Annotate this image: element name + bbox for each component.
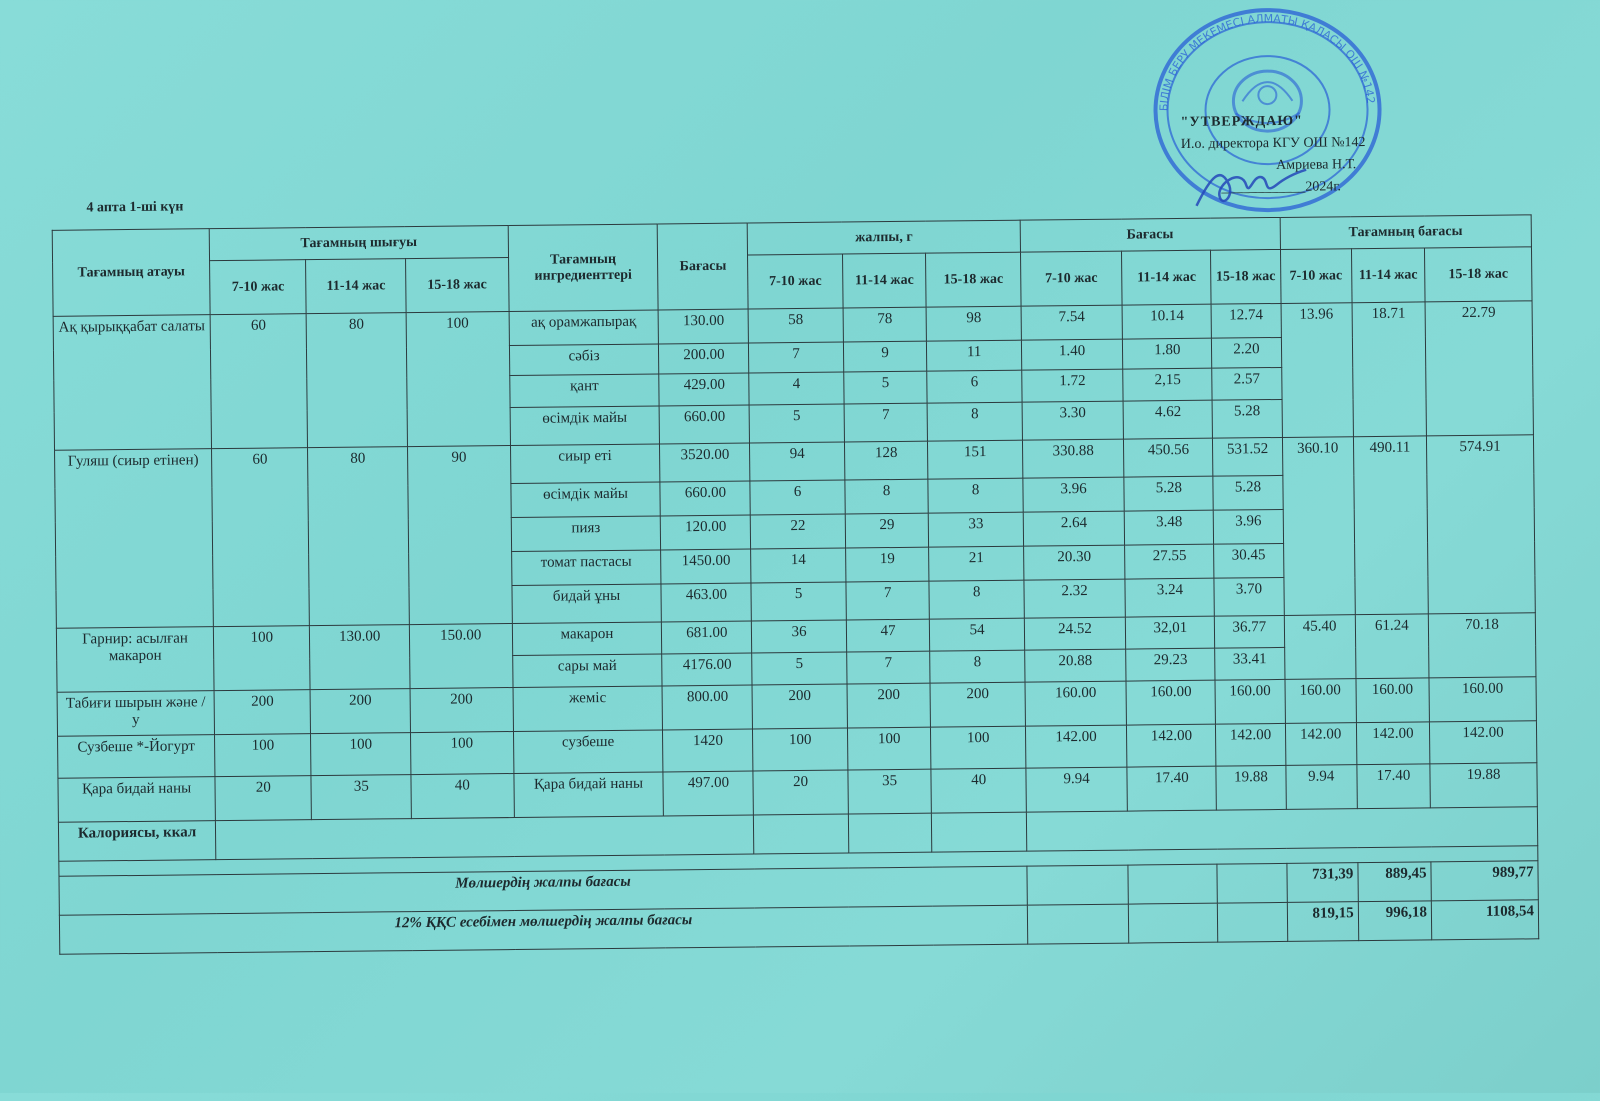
- dish-total-cost: 490.11: [1353, 436, 1428, 615]
- ingredient-name: ақ орамжапырақ: [509, 310, 659, 346]
- ingredient-gross: 200: [847, 683, 931, 728]
- dish-total-cost: 61.24: [1355, 614, 1429, 679]
- ingredient-gross: 29: [845, 513, 929, 548]
- calories-label: Калориясы, ккал: [58, 821, 216, 862]
- ingredient-cost: 3.24: [1125, 578, 1214, 617]
- dish-total-cost: 18.71: [1352, 302, 1427, 437]
- svg-text:БІЛІМ БЕРУ МЕКЕМЕСІ АЛМАТЫ ҚАЛ: [1156, 11, 1377, 112]
- ingredient-gross: 78: [843, 307, 927, 342]
- ingredient-cost: 10.14: [1122, 304, 1211, 339]
- ingredient-gross: 6: [927, 370, 1022, 403]
- ingredient-name: сәбіз: [509, 344, 659, 376]
- ingredient-price: 429.00: [659, 373, 749, 406]
- dish-total-cost: 160.00: [1429, 677, 1536, 722]
- ingredient-gross: 8: [930, 650, 1025, 683]
- ingredient-gross: 20: [753, 770, 848, 815]
- ingredient-price: 1450.00: [661, 549, 751, 584]
- ingredient-gross: 11: [927, 340, 1022, 371]
- ingredient-name: пияз: [511, 516, 661, 552]
- dish-output: 200: [410, 688, 513, 733]
- dish-total-cost: 142.00: [1356, 722, 1430, 765]
- header-age: 15-18 жас: [1425, 247, 1532, 302]
- ingredient-price: 463.00: [661, 583, 751, 622]
- menu-body: [53, 301, 1537, 822]
- dish-output: 20: [215, 776, 312, 821]
- ingredient-gross: 98: [927, 306, 1022, 341]
- dish-output: 100: [213, 626, 310, 691]
- dish-total-cost: 160.00: [1356, 678, 1430, 723]
- ingredient-cost: 1.40: [1021, 339, 1123, 370]
- dish-output: 200: [214, 690, 311, 735]
- ingredient-cost: 2.20: [1212, 337, 1281, 368]
- dish-output: 130.00: [310, 625, 410, 690]
- ingredient-gross: 40: [931, 768, 1026, 813]
- dish-total-cost: 9.94: [1285, 765, 1357, 810]
- ingredient-price: 800.00: [662, 685, 753, 730]
- ingredient-cost: 160.00: [1126, 680, 1215, 725]
- dish-output: 100: [311, 733, 411, 776]
- ingredient-cost: 17.40: [1127, 766, 1216, 811]
- dish-output: 80: [307, 313, 408, 448]
- gross-total-value: 989,77: [1431, 861, 1538, 901]
- header-age: 11-14 жас: [842, 253, 926, 308]
- ingredient-cost: 32,01: [1126, 616, 1215, 649]
- ingredient-cost: 3.96: [1214, 509, 1284, 544]
- ingredient-cost: 142.00: [1216, 723, 1286, 766]
- ingredient-price: 660.00: [660, 481, 750, 516]
- ingredient-cost: 531.52: [1213, 437, 1283, 476]
- dish-total-cost: 142.00: [1430, 721, 1537, 764]
- ingredient-price: 120.00: [661, 515, 751, 550]
- dish-total-cost: 22.79: [1425, 301, 1533, 436]
- ingredient-gross: 200: [930, 682, 1025, 727]
- header-age: 7-10 жас: [210, 260, 307, 315]
- ingredient-cost: 330.88: [1022, 439, 1124, 478]
- dish-total-cost: 142.00: [1285, 723, 1357, 766]
- day-label: 4 апта 1-ші күн: [86, 199, 184, 216]
- ingredient-gross: 5: [750, 404, 845, 443]
- ingredient-price: 660.00: [659, 405, 749, 444]
- ingredient-cost: 20.88: [1024, 649, 1126, 682]
- ingredient-gross: 7: [846, 651, 930, 684]
- ingredient-gross: 58: [749, 308, 844, 343]
- dish-total-cost: 574.91: [1427, 435, 1536, 614]
- ingredient-gross: 14: [751, 548, 846, 583]
- ingredient-gross: 7: [749, 342, 844, 373]
- ingredient-price: 681.00: [662, 621, 752, 654]
- ingredient-price: 3520.00: [660, 443, 750, 482]
- dish-name: Сузбеше *-Йогурт: [58, 735, 216, 779]
- ingredient-name: томат пастасы: [511, 550, 661, 586]
- dish-total-cost: 17.40: [1357, 764, 1431, 809]
- approval-date: ____________2024г.: [1221, 179, 1342, 196]
- ingredient-cost: 142.00: [1025, 725, 1127, 768]
- ingredient-gross: 5: [752, 652, 847, 685]
- ingredient-gross: 7: [846, 581, 930, 620]
- ingredient-cost: 27.55: [1125, 544, 1214, 579]
- vat-total-value: 819,15: [1287, 902, 1359, 942]
- ingredient-cost: 33.41: [1215, 647, 1284, 680]
- dish-total-cost: 160.00: [1285, 679, 1357, 724]
- header-age: 11-14 жас: [1351, 248, 1425, 303]
- ingredient-cost: 19.88: [1216, 765, 1286, 810]
- ingredient-cost: 5.28: [1213, 475, 1283, 510]
- ingredient-cost: 12.74: [1211, 303, 1281, 338]
- ingredient-name: қант: [509, 374, 659, 408]
- ingredient-gross: 21: [929, 546, 1024, 581]
- dish-total-cost: 70.18: [1428, 613, 1536, 678]
- ingredient-gross: 5: [843, 371, 927, 404]
- dish-output: 150.00: [409, 624, 512, 689]
- ingredient-gross: 8: [928, 402, 1023, 441]
- dish-total-cost: 45.40: [1284, 615, 1356, 680]
- vat-total-value: 996,18: [1358, 901, 1432, 941]
- header-age: 11-14 жас: [306, 259, 406, 314]
- header-dish-name: Тағамның атауы: [52, 229, 210, 317]
- ingredient-cost: 5.28: [1212, 399, 1282, 438]
- dish-output: 200: [311, 689, 411, 734]
- dish-output: 35: [311, 775, 411, 820]
- gross-total-value: 889,45: [1358, 862, 1432, 902]
- dish-name: Ақ қырыққабат салаты: [53, 315, 212, 451]
- header-age: 15-18 жас: [406, 258, 509, 313]
- ingredient-cost: 3.48: [1125, 510, 1214, 545]
- ingredient-cost: 1.72: [1021, 369, 1123, 402]
- approval-title: "УТВЕРЖДАЮ": [1180, 113, 1303, 130]
- dish-output: 100: [406, 312, 510, 447]
- ingredient-cost: 5.28: [1124, 476, 1213, 511]
- dish-name: Гуляш (сиыр етінен): [55, 449, 214, 629]
- header-dish-cost: Тағамның бағасы: [1280, 215, 1532, 250]
- ingredient-gross: 22: [751, 514, 846, 549]
- ingredient-gross: 8: [928, 478, 1023, 513]
- vat-total-value: 1108,54: [1431, 900, 1538, 940]
- ingredient-cost: 9.94: [1026, 767, 1128, 812]
- ingredient-price: 130.00: [658, 309, 748, 344]
- ingredient-name: өсімдік майы: [510, 406, 660, 446]
- menu-footer: [58, 807, 1538, 954]
- ingredient-gross: 4: [749, 372, 844, 405]
- gross-total-value: 731,39: [1286, 863, 1358, 903]
- ingredient-cost: 20.30: [1023, 545, 1125, 580]
- header-age: 7-10 жас: [1020, 251, 1122, 306]
- ingredient-gross: 8: [845, 479, 929, 514]
- ingredient-gross: 36: [752, 620, 847, 653]
- ingredient-gross: 100: [847, 727, 931, 770]
- ingredient-name: сиыр еті: [510, 444, 660, 484]
- ingredient-gross: 35: [848, 769, 932, 814]
- ingredient-cost: 3.30: [1022, 401, 1124, 440]
- dish-name: Табиғи шырын және / у: [57, 691, 215, 737]
- dish-total-cost: 19.88: [1430, 763, 1537, 808]
- ingredient-gross: 200: [752, 684, 847, 729]
- header-output: Тағамның шығуы: [209, 226, 508, 261]
- ingredient-cost: 1.80: [1123, 338, 1212, 369]
- ingredient-cost: 7.54: [1021, 305, 1123, 340]
- stamp-text: БІЛІМ БЕРУ МЕКЕМЕСІ АЛМАТЫ ҚАЛАСЫ ОШ №142: [1157, 12, 1378, 112]
- header-age: 11-14 жас: [1122, 250, 1212, 305]
- ingredient-cost: 160.00: [1025, 681, 1127, 726]
- ingredient-name: сары май: [512, 654, 662, 688]
- ingredient-cost: 142.00: [1127, 724, 1216, 767]
- ingredient-gross: 9: [843, 341, 927, 372]
- ingredient-cost: 29.23: [1126, 648, 1215, 681]
- header-age: 7-10 жас: [1280, 249, 1352, 304]
- ingredient-name: Қара бидай наны: [514, 772, 664, 818]
- approval-name: Амриева Н.Т.: [1276, 157, 1357, 173]
- ingredient-cost: 30.45: [1214, 543, 1284, 578]
- ingredient-cost: 2.57: [1212, 367, 1281, 400]
- ingredient-cost: 36.77: [1215, 615, 1284, 648]
- ingredient-gross: 33: [929, 512, 1024, 547]
- ingredient-cost: 24.52: [1024, 617, 1126, 650]
- dish-name: Қара бидай наны: [58, 777, 216, 823]
- ingredient-gross: 47: [846, 619, 930, 652]
- ingredient-gross: 100: [931, 726, 1026, 769]
- ingredient-gross: 100: [753, 728, 848, 771]
- approval-position: И.о. директора КГУ ОШ №142: [1180, 135, 1366, 152]
- ingredient-cost: 2.64: [1023, 511, 1125, 546]
- header-age: 7-10 жас: [748, 254, 843, 309]
- ingredient-gross: 151: [928, 440, 1023, 479]
- signature: [1191, 155, 1312, 216]
- ingredient-cost: 4.62: [1123, 400, 1212, 439]
- ingredient-cost: 450.56: [1124, 438, 1213, 477]
- ingredient-price: 4176.00: [662, 653, 752, 686]
- ingredient-gross: 8: [929, 580, 1024, 619]
- header-gross: жалпы, г: [748, 220, 1021, 255]
- ingredient-gross: 128: [844, 441, 928, 480]
- dish-output: 100: [410, 732, 513, 775]
- ingredient-name: өсімдік майы: [511, 482, 661, 518]
- ingredient-cost: 160.00: [1215, 679, 1285, 724]
- dish-total-cost: 13.96: [1281, 303, 1354, 438]
- dish-output: 60: [212, 448, 310, 627]
- header-price: Бағасы: [658, 223, 749, 310]
- ingredient-price: 497.00: [663, 771, 754, 816]
- ingredient-gross: 54: [930, 618, 1025, 651]
- header-ingredients: Тағамның ингредиенттері: [508, 224, 659, 312]
- ingredient-name: бидай ұны: [512, 584, 662, 624]
- dish-output: 100: [215, 734, 312, 777]
- ingredient-gross: 6: [750, 480, 845, 515]
- ingredient-cost: 2.32: [1024, 579, 1126, 618]
- ingredient-gross: 19: [845, 547, 929, 582]
- dish-output: 40: [411, 774, 514, 819]
- ingredient-cost: 3.96: [1023, 477, 1125, 512]
- header-age: 15-18 жас: [926, 252, 1021, 307]
- ingredient-gross: 7: [844, 403, 928, 442]
- dish-name: Гарнир: асылған макарон: [56, 627, 214, 693]
- ingredient-gross: 94: [750, 442, 845, 481]
- ingredient-price: 1420: [663, 729, 753, 772]
- ingredient-cost: 3.70: [1214, 577, 1284, 616]
- ingredient-price: 200.00: [659, 343, 749, 374]
- dish-output: 90: [407, 446, 511, 625]
- ingredient-name: макарон: [512, 622, 662, 656]
- ingredient-cost: 2,15: [1123, 368, 1212, 401]
- dish-total-cost: 360.10: [1282, 437, 1355, 616]
- vat-total-label: 12% ҚҚС есебімен мөлшердің жалпы бағасы: [59, 905, 1027, 954]
- ingredient-gross: 5: [751, 582, 846, 621]
- header-age: 15-18 жас: [1211, 249, 1281, 304]
- header-cost: Бағасы: [1020, 217, 1280, 252]
- ingredient-name: сузбеше: [513, 730, 663, 774]
- dish-output: 80: [308, 447, 409, 626]
- dish-output: 60: [210, 314, 308, 449]
- menu-table: [52, 214, 1540, 954]
- gross-total-label: Мөлшердің жалпы бағасы: [59, 866, 1027, 915]
- ingredient-name: жеміс: [513, 686, 663, 732]
